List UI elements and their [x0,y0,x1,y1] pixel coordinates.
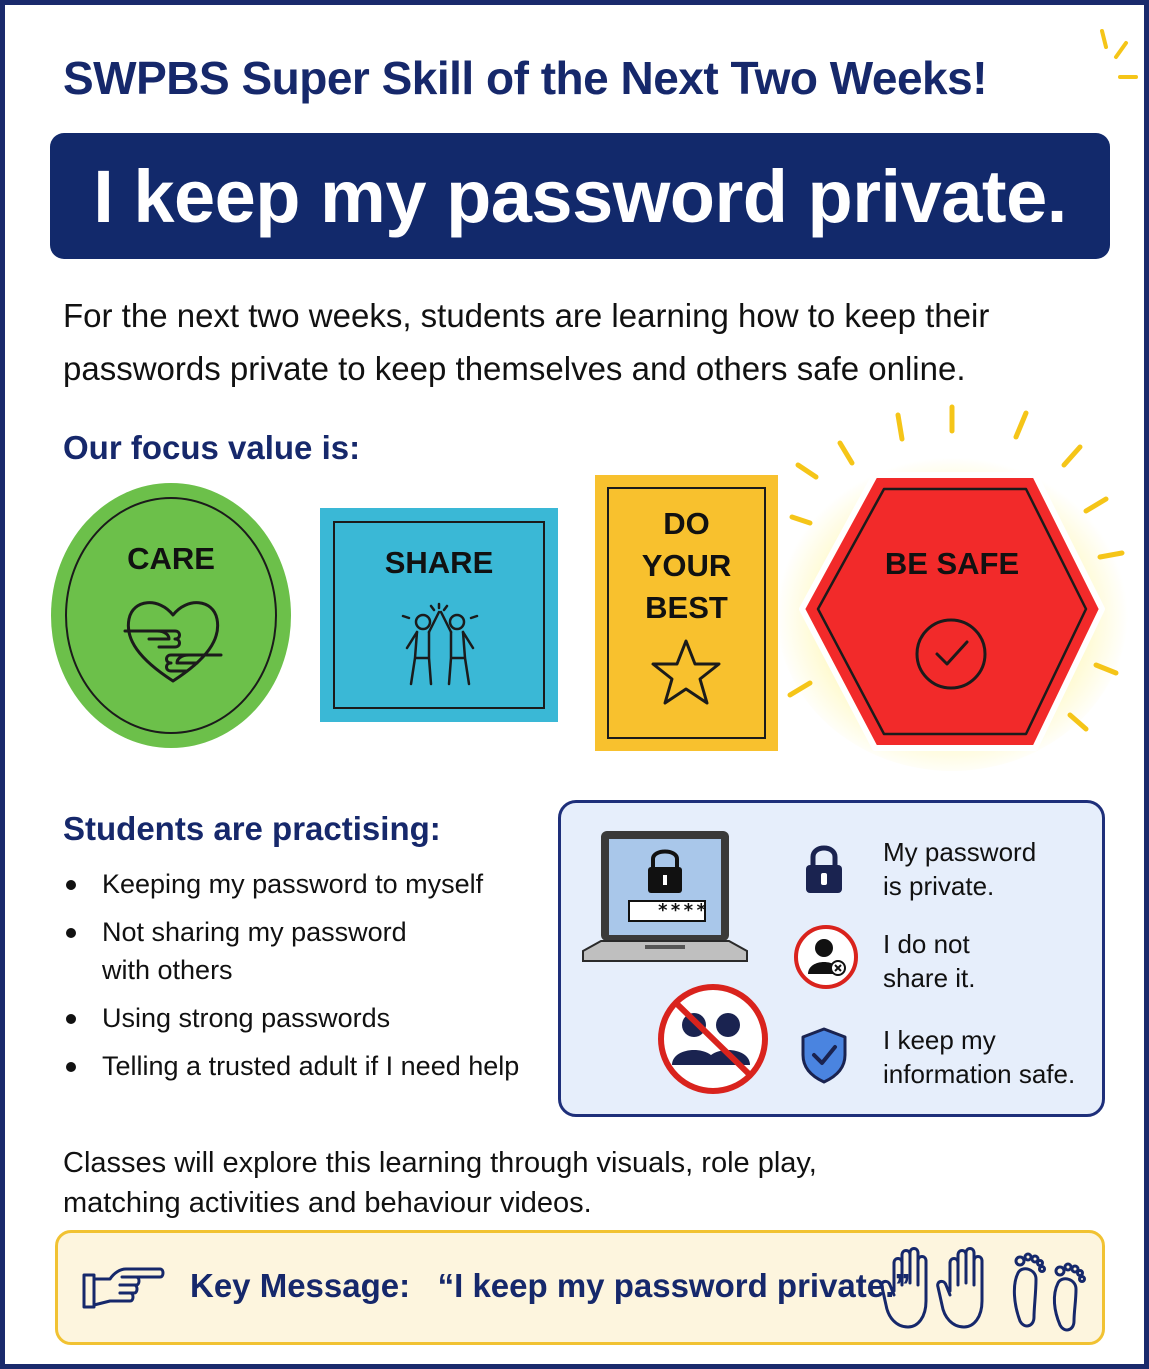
password-info-panel [558,800,1105,1117]
closing-line-2: matching activities and behaviour videos. [63,1187,592,1219]
value-care [51,483,291,748]
list-item-line-1: Not sharing my password [102,917,407,947]
hands-icon [880,1245,1000,1333]
info-row-safe [883,1023,1075,1091]
closing-paragraph [63,1143,1103,1223]
list-item: Using strong passwords [63,999,533,1037]
list-item: Keeping my password to myself [63,865,533,903]
info-row-private [883,835,1036,903]
padlock-icon [803,841,845,897]
no-sharing-people-icon [654,983,772,1095]
info-row-line-1: I do not [883,929,970,959]
hands-heart-icon [119,593,227,688]
shield-check-icon [799,1025,849,1085]
practising-list [63,865,533,1095]
intro-line-2: passwords private to keep themselves and others safe online. [63,350,966,387]
intro-line-1: For the next two weeks, students are learning how to keep their [63,297,990,334]
key-message-box [55,1230,1105,1345]
be-safe-badge [780,403,1140,783]
info-row-line-1: I keep my [883,1025,996,1055]
list-item: Telling a trusted adult if I need help [63,1047,533,1085]
feet-icon [1006,1249,1090,1333]
info-row-line-1: My password [883,837,1037,867]
laptop-password-field: **** [657,900,709,921]
intro-paragraph [63,289,1103,395]
pointing-hand-icon [80,1263,166,1315]
skill-banner-text: I keep my password private. [93,154,1067,238]
share-label: SHARE [384,545,494,580]
no-share-user-icon [793,924,859,990]
be-safe-label: BE SAFE [884,546,1020,581]
closing-line-1: Classes will explore this learning through visuals, role play, [63,1147,817,1179]
key-message-text: Key Message: “I keep my password private.” [190,1267,911,1304]
skill-banner [50,133,1110,259]
value-share [320,508,558,722]
best-label-line-3: BEST [645,590,728,625]
info-row-no-share [883,927,976,995]
best-label-line-2: YOUR [641,548,732,583]
page-title: SWPBS Super Skill of the Next Two Weeks! [63,52,988,104]
practising-label: Students are practising: [63,810,441,847]
info-row-line-2: information safe. [883,1059,1076,1089]
star-icon [650,637,722,709]
best-label-line-1: DO [663,506,710,541]
value-be-safe [780,403,1140,783]
info-row-line-2: share it. [883,963,976,993]
high-five-icon [395,598,485,688]
sparkle-icon [1090,25,1140,95]
care-label: CARE [127,541,215,576]
list-item-line-2: with others [102,955,233,985]
check-circle-icon [913,616,989,692]
focus-value-label: Our focus value is: [63,429,361,466]
value-do-your-best [595,475,778,751]
info-row-line-2: is private. [883,871,995,901]
list-item [63,913,533,989]
